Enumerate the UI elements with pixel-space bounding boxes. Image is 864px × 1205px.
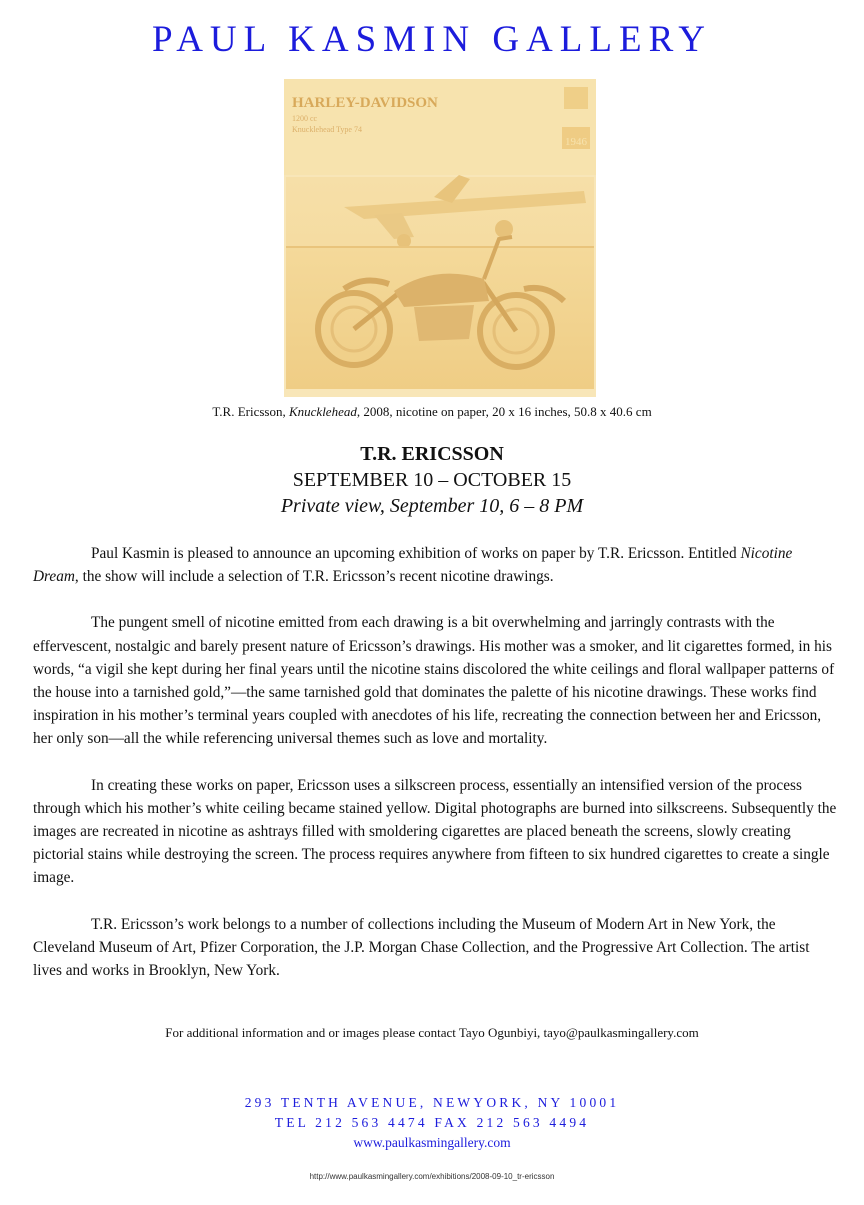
press-release-body: [33, 542, 841, 1005]
gallery-phone: TEL 212 563 4474 FAX 212 563 4494: [274, 1115, 590, 1130]
caption-artwork-title: Knucklehead: [288, 404, 357, 419]
paragraph-intro-b: , the show will include a selection of T.R. Ericsson’s recent nicotine drawings.: [74, 568, 554, 586]
gallery-footer: [0, 1093, 864, 1153]
caption-suffix: , 2008, nicotine on paper, 20 x 16 inches, 50.8 x 40.6 cm: [356, 404, 652, 419]
paragraph-intro: [33, 542, 841, 588]
gallery-masthead: PAUL KASMIN GALLERY: [152, 19, 712, 60]
artwork-model-line2: Knucklehead Type 74: [292, 125, 362, 134]
exhibition-title-block: [0, 441, 864, 519]
paragraph-nicotine: The pungent smell of nicotine emitted from each drawing is a bit overwhelming and jarringly contrasts with the effervescent, nostalgic and barely present nature of Ericsson’s drawings. His mother was a smoker, and lit cigarettes formed, in his words, “a vigil she kept during her final years until the nicotine stains discolored the white ceilings and floral wallpaper patterns of the house into a tarnished gold,”—the same tarnished gold that dominates the palette of his nicotine drawings. These works find inspiration in his mother’s terminal years coupled with anecdotes of his life, recreating the connection between her and Ericsson, her only son—all the while referencing universal themes such as love and mortality.: [33, 614, 835, 748]
paragraph-process: In creating these works on paper, Ericsson uses a silkscreen process, essentially an intensified version of the process through which his mother’s white ceiling became stained yellow. Digital photographs are burned into silkscreens. Subsequently the images are recreated in nicotine as ashtrays filled with smoldering cigarettes are placed beneath the screens, slowly creating pictorial stains while destroying the screen. The process requires anywhere from fifteen to six hundred cigarettes to create a single image.: [33, 776, 837, 887]
artwork-year: 1946: [565, 136, 587, 148]
private-view: Private view, September 10, 6 – 8 PM: [280, 495, 584, 517]
print-url: http://www.paulkasmingallery.com/exhibitions/2008-09-10_tr-ericsson: [309, 1172, 555, 1181]
paragraph-collections: T.R. Ericsson’s work belongs to a number of collections including the Museum of Modern Art in New York, the Cleveland Museum of Art, Pfizer Corporation, the J.P. Morgan Chase Collection, and the Progressive Art Collection. The artist lives and works in Brooklyn, New York.: [33, 915, 810, 980]
exhibition-dates: SEPTEMBER 10 – OCTOBER 15: [292, 469, 572, 491]
artwork-caption: [0, 403, 864, 421]
artist-name: T.R. ERICSSON: [360, 443, 504, 465]
caption-prefix: T.R. Ericsson,: [212, 404, 289, 419]
artwork-model-line1: 1200 cc: [292, 114, 318, 123]
gallery-address: 293 TENTH AVENUE, NEWYORK, NY 10001: [244, 1095, 620, 1110]
contact-line: For additional information and or images please contact Tayo Ogunbiyi, tayo@paulkasmingallery.com: [165, 1025, 699, 1040]
show-title: Nicotine Dream: [33, 545, 793, 586]
artwork-brand-text: HARLEY-DAVIDSON: [292, 95, 438, 111]
artwork-knucklehead: [284, 79, 596, 397]
gallery-website[interactable]: www.paulkasmingallery.com: [353, 1135, 511, 1150]
paragraph-intro-a: Paul Kasmin is pleased to announce an upcoming exhibition of works on paper by T.R. Ericsson. Entitled: [91, 545, 741, 562]
